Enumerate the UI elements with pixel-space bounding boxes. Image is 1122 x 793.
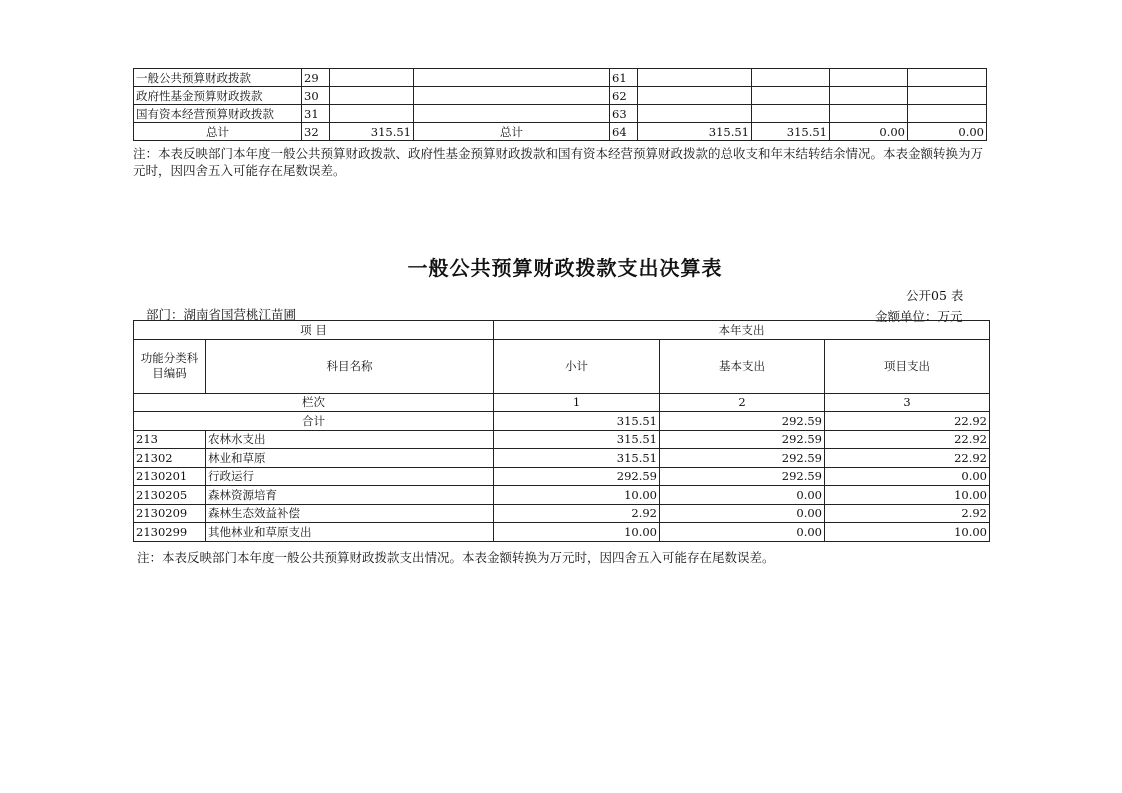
row-name: 林业和草原: [206, 449, 494, 468]
row-v4: [908, 87, 987, 105]
col-basic-header: 基本支出: [660, 339, 825, 393]
header-item: 项 目: [134, 321, 494, 340]
table-row: [134, 449, 990, 468]
row-mid: [414, 69, 610, 87]
table-row: [134, 523, 990, 542]
note-top: 注：本表反映部门本年度一般公共预算财政拨款、政府性基金预算财政拨款和国有资本经营预算财政拨款的总收支和年末结转结余情况。本表金额转换为万元时，因四舍五入可能存在尾数误差。: [133, 146, 984, 178]
row-basic: 292.59: [660, 430, 825, 449]
row-no2: 63: [610, 105, 638, 123]
row-v1: [638, 69, 752, 87]
table-row: [134, 467, 990, 486]
column-number-row: [134, 393, 990, 412]
row-basic: 0.00: [660, 486, 825, 505]
row-subtotal: 315.51: [494, 430, 660, 449]
row-no: 31: [302, 105, 330, 123]
col-number: 2: [660, 393, 825, 412]
row-v3: 0.00: [830, 123, 908, 141]
table-row: [134, 69, 987, 87]
row-amount: [330, 87, 414, 105]
total-label: 合计: [134, 412, 494, 431]
row-amount: [330, 105, 414, 123]
amount-unit: 金额单位：万元: [875, 309, 963, 324]
header-year-expenditure: 本年支出: [494, 321, 990, 340]
total-subtotal: 315.51: [494, 412, 660, 431]
row-code: 2130209: [134, 504, 206, 523]
row-v4: [908, 69, 987, 87]
row-amount: [330, 69, 414, 87]
table-row: [134, 504, 990, 523]
table-row: [134, 105, 987, 123]
row-basic: 0.00: [660, 523, 825, 542]
row-basic: 292.59: [660, 449, 825, 468]
form-number: 公开05 表: [906, 288, 964, 303]
row-no: 32: [302, 123, 330, 141]
department-label: 部门：湖南省国营桃江苗圃: [146, 307, 297, 322]
row-project: 22.92: [825, 449, 990, 468]
row-v2: [752, 105, 830, 123]
row-code: 2130201: [134, 467, 206, 486]
col-number: 3: [825, 393, 990, 412]
total-basic: 292.59: [660, 412, 825, 431]
col-project-header: 项目支出: [825, 339, 990, 393]
row-project: 22.92: [825, 430, 990, 449]
row-project: 10.00: [825, 523, 990, 542]
row-v4: 0.00: [908, 123, 987, 141]
top-summary-table: [133, 68, 987, 141]
row-v2: [752, 69, 830, 87]
row-no2: 61: [610, 69, 638, 87]
row-v1: 315.51: [638, 123, 752, 141]
row-basic: 292.59: [660, 467, 825, 486]
row-code: 2130299: [134, 523, 206, 542]
row-name: 政府性基金预算财政拨款: [134, 87, 302, 105]
header-row: [134, 339, 990, 393]
col-code-header: 功能分类科目编码: [134, 339, 206, 393]
row-code: 2130205: [134, 486, 206, 505]
row-label: 栏次: [134, 393, 494, 412]
row-name: 一般公共预算财政拨款: [134, 69, 302, 87]
row-basic: 0.00: [660, 504, 825, 523]
row-subtotal: 10.00: [494, 523, 660, 542]
row-code: 213: [134, 430, 206, 449]
row-no: 29: [302, 69, 330, 87]
row-subtotal: 2.92: [494, 504, 660, 523]
row-name: 行政运行: [206, 467, 494, 486]
expenditure-table: [133, 320, 990, 542]
table-row: [134, 430, 990, 449]
total-project: 22.92: [825, 412, 990, 431]
row-mid: [414, 105, 610, 123]
row-code: 21302: [134, 449, 206, 468]
row-v4: [908, 105, 987, 123]
row-project: 10.00: [825, 486, 990, 505]
row-no2: 64: [610, 123, 638, 141]
row-v3: [830, 69, 908, 87]
note-bottom: 注：本表反映部门本年度一般公共预算财政拨款支出情况。本表金额转换为万元时，因四舍五入可能存在尾数误差。: [137, 550, 775, 565]
row-v3: [830, 87, 908, 105]
total-row: [134, 412, 990, 431]
row-name: 森林生态效益补偿: [206, 504, 494, 523]
header-row: [134, 321, 990, 340]
col-name-header: 科目名称: [206, 339, 494, 393]
row-no: 30: [302, 87, 330, 105]
row-amount: 315.51: [330, 123, 414, 141]
row-v2: 315.51: [752, 123, 830, 141]
row-name: 森林资源培育: [206, 486, 494, 505]
row-v2: [752, 87, 830, 105]
row-v1: [638, 105, 752, 123]
row-no2: 62: [610, 87, 638, 105]
row-v3: [830, 105, 908, 123]
row-name: 总计: [134, 123, 302, 141]
table-row-total: [134, 123, 987, 141]
row-subtotal: 10.00: [494, 486, 660, 505]
col-number: 1: [494, 393, 660, 412]
col-subtotal-header: 小计: [494, 339, 660, 393]
row-v1: [638, 87, 752, 105]
row-name: 农林水支出: [206, 430, 494, 449]
row-project: 0.00: [825, 467, 990, 486]
table-row: [134, 87, 987, 105]
row-name: 国有资本经营预算财政拨款: [134, 105, 302, 123]
row-subtotal: 315.51: [494, 449, 660, 468]
row-subtotal: 292.59: [494, 467, 660, 486]
row-mid: 总计: [414, 123, 610, 141]
row-project: 2.92: [825, 504, 990, 523]
row-name: 其他林业和草原支出: [206, 523, 494, 542]
table-row: [134, 486, 990, 505]
row-mid: [414, 87, 610, 105]
page-title: 一般公共预算财政拨款支出决算表: [407, 256, 723, 280]
